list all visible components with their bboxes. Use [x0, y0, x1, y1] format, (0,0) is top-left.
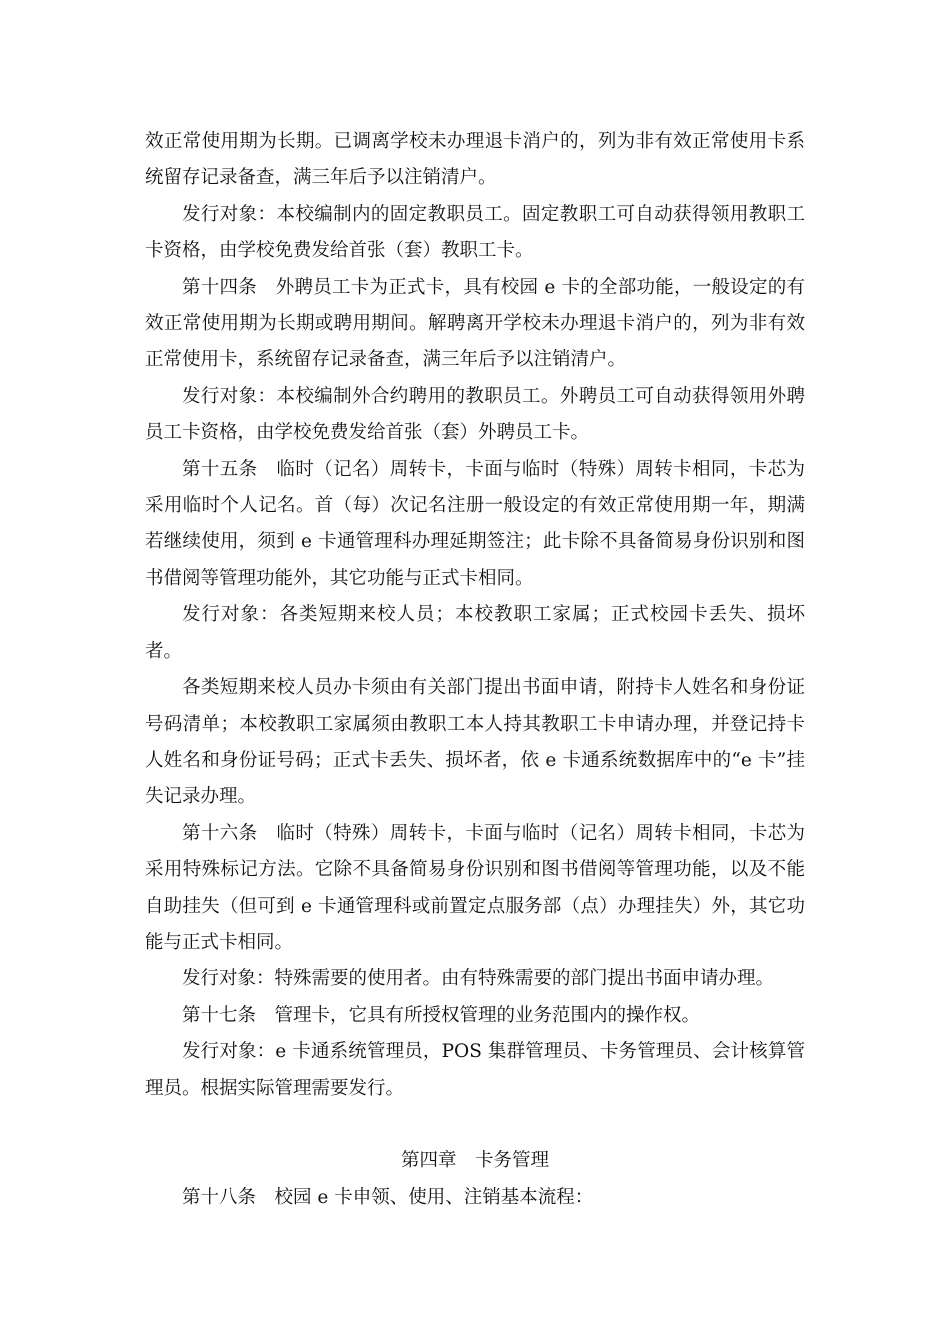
paragraph-issue-target-contract-staff: 发行对象：本校编制外合约聘用的教职员工。外聘员工可自动获得领用外聘员工卡资格，由学校免费发给首张（套）外聘员工卡。 [145, 385, 805, 444]
chapter-heading: 第四章 卡务管理 [400, 1150, 549, 1172]
paragraph-temporary-application: 各类短期来校人员办卡须由有关部门提出书面申请，附持卡人姓名和身份证号码清单；本校教职工家属须由教职工本人持其教职工卡申请办理，并登记持卡人姓名和身份证号码；正式卡丢失、损坏者，依 e 卡通系统数据库中的“e 卡”挂失记录办理。 [145, 677, 805, 808]
paragraph-continuation: 效正常使用期为长期。已调离学校未办理退卡消户的，列为非有效正常使用卡系统留存记录备查，满三年后予以注销清户。 [145, 131, 805, 189]
paragraph-article-15: 第十五条 临时（记名）周转卡，卡面与临时（特殊）周转卡相同，卡芯为采用临时个人记名。首（每）次记名注册一般设定的有效正常使用期一年，期满若继续使用，须到 e 卡通管理科办理延期签注；此卡除不具备简易身份识别和图书借阅等管理功能外，其它功能与正式卡相同。 [145, 458, 805, 589]
paragraph-article-16: 第十六条 临时（特殊）周转卡，卡面与临时（记名）周转卡相同，卡芯为采用特殊标记方法。它除不具备简易身份识别和图书借阅等管理功能，以及不能自助挂失（但可到 e 卡通管理科或前置定点服务部（点）办理挂失）外，其它功能与正式卡相同。 [145, 822, 805, 953]
paragraph-article-14: 第十四条 外聘员工卡为正式卡，具有校园 e 卡的全部功能，一般设定的有效正常使用期为长期或聘用期间。解聘离开学校未办理退卡消户的，列为非有效正常使用卡，系统留存记录备查，满三年后予以注销清户。 [145, 276, 805, 371]
paragraph-issue-target-staff: 发行对象：本校编制内的固定教职员工。固定教职工可自动获得领用教职工卡资格，由学校免费发给首张（套）教职工卡。 [145, 203, 805, 262]
paragraph-issue-target-admin: 发行对象：e 卡通系统管理员，POS 集群管理员、卡务管理员、会计核算管理员。根据实际管理需要发行。 [145, 1041, 805, 1099]
paragraph-article-17: 第十七条 管理卡，它具有所授权管理的业务范围内的操作权。 [182, 1004, 701, 1026]
paragraph-issue-target-temporary: 发行对象：各类短期来校人员；本校教职工家属；正式校园卡丢失、损坏者。 [145, 604, 805, 662]
document-body [145, 124, 805, 1216]
paragraph-issue-target-special: 发行对象：特殊需要的使用者。由有特殊需要的部门提出书面申请办理。 [182, 968, 775, 990]
paragraph-article-18: 第十八条 校园 e 卡申领、使用、注销基本流程： [182, 1186, 594, 1208]
